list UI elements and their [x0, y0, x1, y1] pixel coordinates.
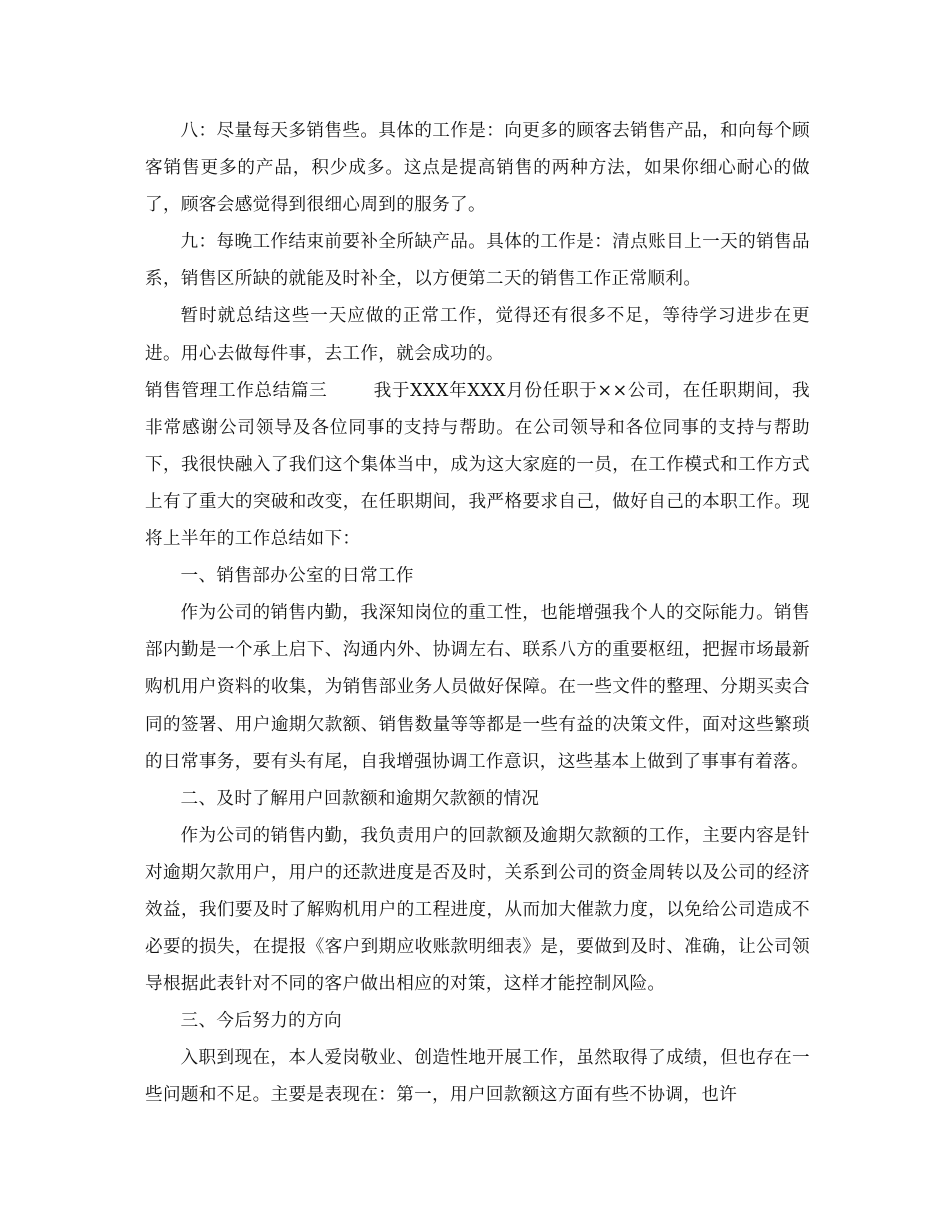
body-daily-work: 作为公司的销售内勤，我深知岗位的重工性，也能增强我个人的交际能力。销售部内勤是一个承上启下、沟通内外、协调左右、联系八方的重要枢纽，把握市场最新购机用户资料的收集，为销售部业务人员做好保障。在一些文件的整理、分期买卖合同的签署、用户逾期欠款额、销售数量等等都是一些有益的决策文件，面对这些繁琐的日常事务，要有头有尾，自我增强协调工作意识，这些基本上做到了事事有着落。	[145, 603, 810, 772]
section-title: 销售管理工作总结篇三	[145, 380, 328, 401]
body-payments: 作为公司的销售内勤，我负责用户的回款额及逾期欠款额的工作，主要内容是针对逾期欠款用户，用户的还款进度是否及时，关系到公司的资金周转以及公司的经济效益，我们要及时了解购机用户的工程进度，从而加大催款力度，以免给公司造成不必要的损失，在提报《客户到期应收账款明细表》是，要做到及时、准确，让公司领导根据此表针对不同的客户做出相应的对策，这样才能控制风险。	[145, 825, 810, 995]
paragraph-nine: 九：每晚工作结束前要补全所缺产品。具体的工作是：清点账目上一天的销售品系，销售区所缺的就能及时补全，以方便第二天的销售工作正常顺利。	[145, 232, 810, 290]
section-intro-text: 我于XXX年XXX月份任职于××公司，在任职期间，我非常感谢公司领导及各位同事的支持与帮助。在公司领导和各位同事的支持与帮助下，我很快融入了我们这个集体当中，成为这大家庭的一员，在工作模式和工作方式上有了重大的突破和改变，在任职期间，我严格要求自己，做好自己的本职工作。现将上半年的工作总结如下：	[145, 380, 810, 550]
document-page	[145, 113, 810, 1115]
paragraph-summary: 暂时就总结这些一天应做的正常工作，觉得还有很多不足，等待学习进步在更进。用心去做每件事，去工作，就会成功的。	[145, 306, 810, 364]
heading-future-direction: 三、今后努力的方向	[180, 1011, 342, 1032]
body-future-direction: 入职到现在，本人爱岗敬业、创造性地开展工作，虽然取得了成绩，但也存在一些问题和不足。主要是表现在：第一，用户回款额这方面有些不协调，也许	[145, 1048, 810, 1106]
heading-daily-work: 一、销售部办公室的日常工作	[180, 566, 414, 587]
paragraph-eight: 八：尽量每天多销售些。具体的工作是：向更多的顾客去销售产品，和向每个顾客销售更多的产品，积少成多。这点是提高销售的两种方法，如果你细心耐心的做了，顾客会感觉得到很细心周到的服务了。	[145, 121, 810, 216]
section-intro-paragraph	[145, 373, 810, 558]
heading-payments: 二、及时了解用户回款额和逾期欠款额的情况	[180, 788, 540, 809]
